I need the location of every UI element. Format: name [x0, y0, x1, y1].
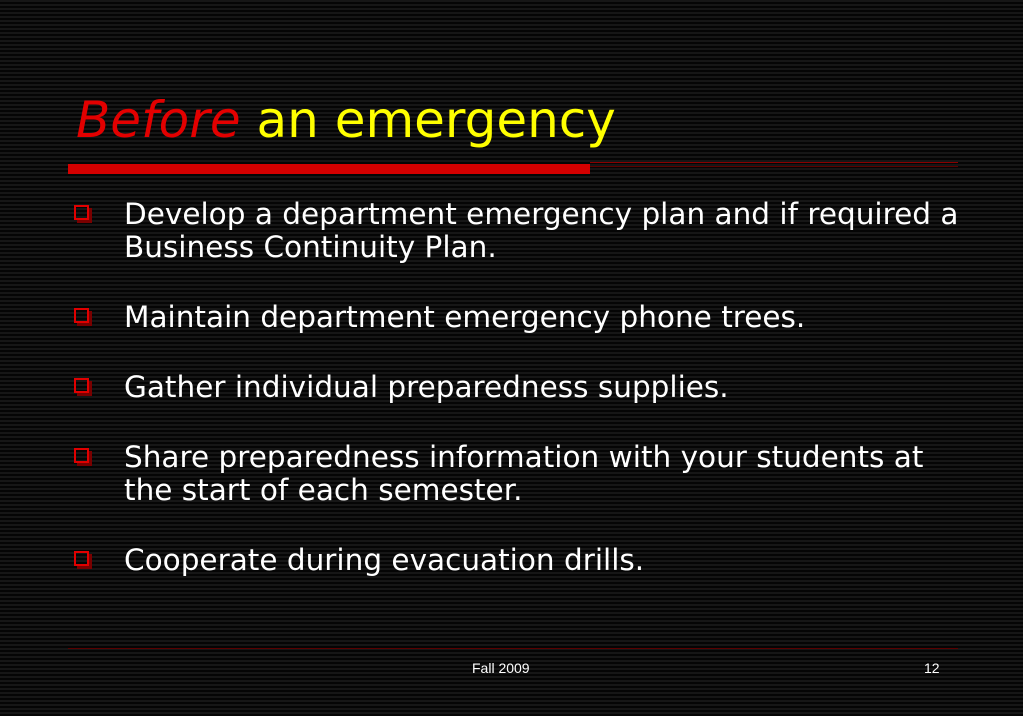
- bullet-item: [72, 371, 972, 404]
- bullet-item: [72, 198, 972, 264]
- bullet-text: Cooperate during evacuation drills.: [124, 543, 645, 577]
- bullet-item: [72, 544, 972, 577]
- hollow-square-bullet-icon: [74, 308, 89, 323]
- hollow-square-bullet-icon: [74, 448, 89, 463]
- title-underline-thin-secondary: [590, 166, 958, 167]
- footer-divider: [68, 648, 958, 649]
- bullet-text: Gather individual preparedness supplies.: [124, 370, 729, 404]
- hollow-square-bullet-icon: [74, 551, 89, 566]
- bullet-text: Develop a department emergency plan and if required a Business Continuity Plan.: [124, 197, 959, 264]
- slide-title-accent: Before: [76, 91, 241, 149]
- title-underline-thin: [590, 162, 958, 163]
- hollow-square-bullet-icon: [74, 205, 89, 220]
- slide-title: [76, 90, 616, 150]
- title-underline-thick: [68, 164, 590, 174]
- page-number: 12: [924, 660, 940, 676]
- bullet-text: Share preparedness information with your students at the start of each semester.: [124, 440, 924, 507]
- bullet-item: [72, 441, 972, 507]
- bullet-item: [72, 301, 972, 334]
- hollow-square-bullet-icon: [74, 378, 89, 393]
- bullet-list: [72, 198, 972, 614]
- slide-title-rest: an emergency: [256, 91, 616, 149]
- bullet-text: Maintain department emergency phone trees.: [124, 300, 806, 334]
- footer-text: Fall 2009: [472, 660, 530, 676]
